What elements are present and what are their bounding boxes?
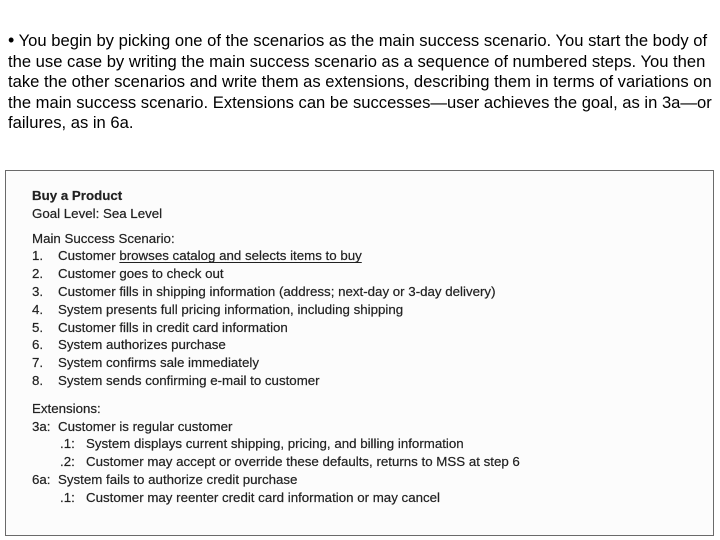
extensions-heading: Extensions: [32, 400, 101, 416]
step-text: System presents full pricing information, including shipping [58, 301, 404, 317]
bullet-marker: • [8, 30, 15, 50]
use-case-figure [5, 170, 714, 536]
step-text: Customer goes to check out [58, 266, 224, 282]
extension-sub-text: Customer may accept or override these defaults, returns to MSS at step 6 [86, 454, 520, 470]
extension-sub-text: System displays current shipping, pricing, and billing information [86, 436, 464, 452]
step-item [32, 354, 702, 372]
use-case-title: Buy a Product [32, 188, 123, 203]
extension-text: Customer is regular customer [58, 418, 233, 434]
step-item [32, 319, 702, 337]
step-text: System sends confirming e-mail to customer [58, 372, 320, 388]
extension-sub-label: .1: [60, 489, 75, 505]
step-text: System confirms sale immediately [58, 355, 259, 371]
extension-text: System fails to authorize credit purchase [58, 471, 298, 487]
step-text: Customer fills in shipping information (address; next-day or 3-day delivery) [58, 283, 496, 299]
extension-sub-label: .2: [60, 454, 75, 470]
step-item [32, 265, 702, 283]
step-number: 7. [32, 355, 44, 371]
intro-paragraph [8, 30, 714, 134]
step-text: Customer [58, 248, 120, 264]
step-text: System authorizes purchase [58, 337, 226, 353]
step-number: 2. [32, 266, 44, 282]
step-number: 6. [32, 337, 44, 353]
goal-level: Goal Level: Sea Level [32, 205, 163, 221]
extension-sub-label: .1: [60, 436, 75, 452]
mss-heading: Main Success Scenario: [32, 230, 175, 246]
extension-label: 6a: [32, 471, 51, 487]
extension-sub-text: Customer may reenter credit card information or may cancel [86, 489, 440, 505]
step-item [32, 336, 702, 354]
step-number: 4. [32, 301, 44, 317]
extension-subitem [32, 489, 702, 507]
step-number: 1. [32, 248, 44, 264]
extension-item [32, 418, 702, 436]
step-number: 5. [32, 319, 44, 335]
step-number: 3. [32, 283, 44, 299]
extension-label: 3a: [32, 418, 51, 434]
step-item [32, 372, 702, 390]
step-item [32, 247, 702, 265]
intro-text: You begin by picking one of the scenarios as the main success scenario. You start the body of the use case by writing the main success scenario as a sequence of numbered steps. You then take the other scenarios and write them as extensions, describing them in terms of variations on the main success scenario. Extensions can be successes—user achieves the goal, as in 3a—or failures, as in 6a. [8, 31, 712, 132]
extension-item [32, 471, 702, 489]
step-item [32, 283, 702, 301]
step-underlined-text: browses catalog and selects items to buy [119, 248, 362, 264]
step-item [32, 301, 702, 319]
extension-subitem [32, 435, 702, 453]
step-number: 8. [32, 372, 44, 388]
step-text: Customer fills in credit card information [58, 319, 288, 335]
extension-subitem [32, 453, 702, 471]
use-case-body [32, 187, 702, 507]
